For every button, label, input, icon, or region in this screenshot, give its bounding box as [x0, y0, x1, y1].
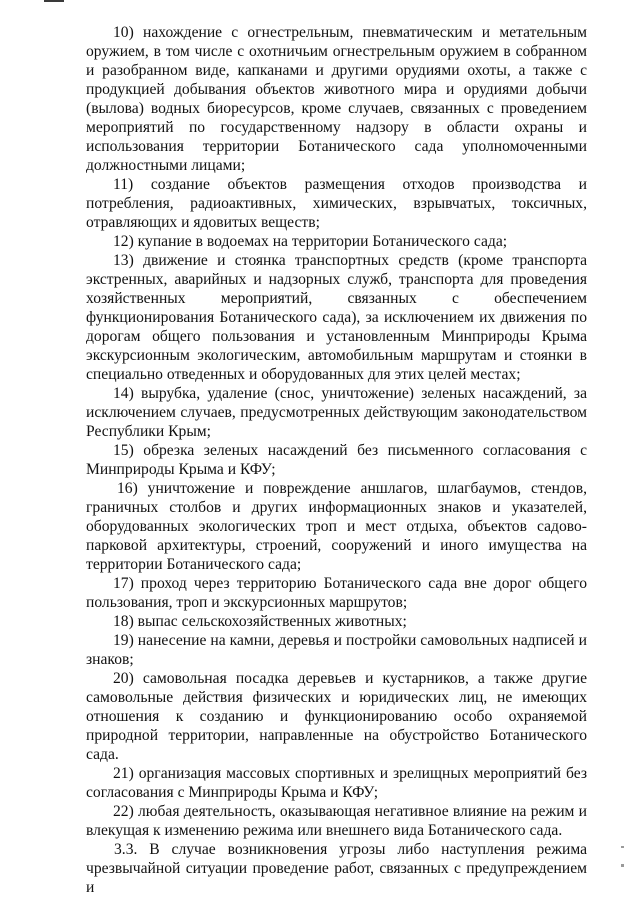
- paragraph-item-15: 15) обрезка зеленых насаждений без письменного согласования с Минприроды Крыма и КФУ;: [86, 442, 587, 478]
- scan-margin-mark: [621, 846, 624, 848]
- paragraph-item-17: 17) проход через территорию Ботанического сада вне дорог общего пользования, троп и экскурсионных маршрутов;: [86, 575, 587, 611]
- paragraph-item-21: 21) организация массовых спортивных и зрелищных мероприятий без согласования с Минприроды Крыма и КФУ;: [86, 765, 587, 801]
- paragraph-item-16: 16) уничтожение и повреждение аншлагов, шлагбаумов, стендов, граничных столбов и других информационных знаков и указателей, оборудованных экологических троп и мест отдыха, объектов садово-парковой архитектуры, строений, сооружений и иного имущества на территории Ботанического сада;: [86, 480, 587, 573]
- paragraph-item-19: 19) нанесение на камни, деревья и постройки самовольных надписей и знаков;: [86, 632, 587, 668]
- paragraph-section-3-3: 3.3. В случае возникновения угрозы либо наступления режима чрезвычайной ситуации проведение работ, связанных с предупреждением и: [86, 841, 587, 896]
- paragraph-item-13: 13) движение и стоянка транспортных средств (кроме транспорта экстренных, аварийных и надзорных служб, транспорта для проведения хозяйственных мероприятий, связанных с обеспечением функционирования Ботанического сада), за исключением их движения по дорогам общего пользования и установленным Минприроды Крыма экскурсионным экологическим, автомобильным маршрутам и стоянки в специально отведенных и оборудованных для этих целей местах;: [86, 252, 587, 383]
- paragraph-item-20: 20) самовольная посадка деревьев и кустарников, а также другие самовольные действия физических и юридических лиц, не имеющих отношения к созданию и функционированию особо охраняемой природной территории, направленные на обустройство Ботанического сада.: [86, 670, 587, 763]
- document-page: [86, 23, 587, 897]
- scan-edge-mark: [44, 0, 64, 2]
- paragraph-item-18: 18) выпас сельскохозяйственных животных;: [113, 613, 407, 630]
- paragraph-item-10: 10) нахождение с огнестрельным, пневматическим и метательным оружием, в том числе с охотничьим огнестрельным оружием в собранном и разобранном виде, капканами и другими орудиями охоты, а также с продукцией добывания объектов животного мира и орудиями добычи (вылова) водных биоресурсов, кроме случаев, связанных с проведением мероприятий по государственному надзору в области охраны и использования территории Ботанического сада уполномоченными должностными лицами;: [86, 24, 587, 174]
- paragraph-item-11: 11) создание объектов размещения отходов производства и потребления, радиоактивных, химических, взрывчатых, токсичных, отравляющих и ядовитых веществ;: [86, 176, 587, 231]
- paragraph-item-14: 14) вырубка, удаление (снос, уничтожение) зеленых насаждений, за исключением случаев, предусмотренных действующим законодательством Республики Крым;: [86, 385, 587, 440]
- paragraph-item-12: 12) купание в водоемах на территории Ботанического сада;: [113, 233, 508, 250]
- scan-margin-mark: [621, 864, 624, 867]
- paragraph-item-22: 22) любая деятельность, оказывающая негативное влияние на режим и влекущая к изменению режима или внешнего вида Ботанического сада.: [86, 803, 587, 839]
